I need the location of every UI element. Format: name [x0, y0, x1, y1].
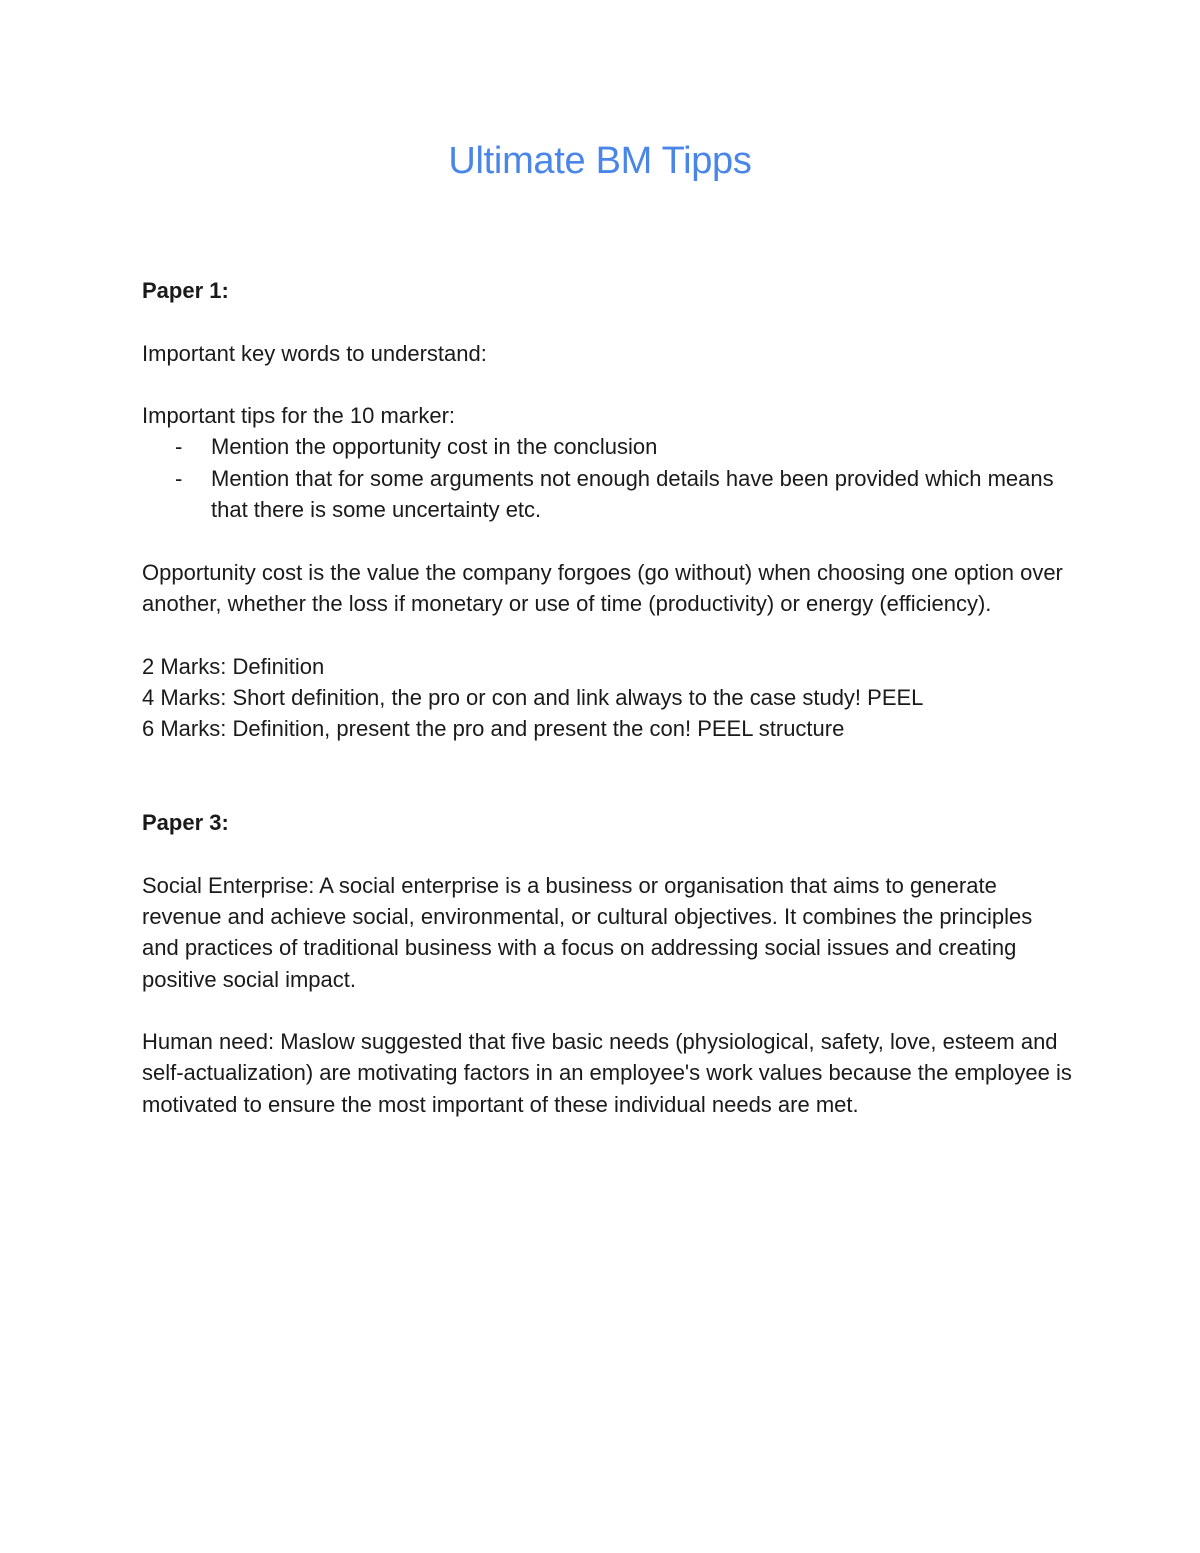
spacer: [142, 369, 1072, 400]
spacer: [142, 619, 1072, 650]
tips-intro-line: Important tips for the 10 marker:: [142, 403, 456, 429]
spacer: [142, 838, 1072, 869]
document-title: Ultimate BM Tipps: [448, 140, 752, 182]
dash-bullet-icon: -: [175, 465, 183, 491]
document-body: [142, 275, 1072, 1120]
dash-bullet-icon: -: [175, 434, 183, 460]
spacer: [142, 525, 1072, 556]
spacer: [142, 744, 1072, 807]
spacer: [142, 995, 1072, 1026]
list-item-text: Mention that for some arguments not enough details have been provided which means that there is some uncertainty etc.: [211, 465, 1054, 523]
tips-list: [142, 431, 1072, 525]
paper3-heading: Paper 3:: [142, 810, 229, 836]
marks-line: 4 Marks: Short definition, the pro or con and link always to the case study! PEEL: [142, 684, 924, 710]
social-enterprise-paragraph: Social Enterprise: A social enterprise is a business or organisation that aims to generate revenue and achieve social, environmental, or cultural objectives. It combines the principles and practices of traditional business with a focus on addressing social issues and creating positive social impact.: [142, 872, 1033, 992]
spacer: [142, 306, 1072, 337]
list-item-text: Mention the opportunity cost in the conclusion: [211, 434, 658, 460]
key-words-line: Important key words to understand:: [142, 340, 487, 366]
marks-line: 6 Marks: Definition, present the pro and present the con! PEEL structure: [142, 716, 845, 742]
list-item: [142, 463, 1072, 526]
marks-line: 2 Marks: Definition: [142, 653, 325, 679]
opportunity-cost-paragraph: Opportunity cost is the value the company forgoes (go without) when choosing one option over another, whether the loss if monetary or use of time (productivity) or energy (efficiency).: [142, 559, 1063, 616]
human-need-paragraph: Human need: Maslow suggested that five basic needs (physiological, safety, love, esteem and self-actualization) are motivating factors in an employee's work values because the employee is motivated to ensure the most important of these individual needs are met.: [142, 1029, 1072, 1117]
paper1-heading: Paper 1:: [142, 278, 229, 303]
list-item: [142, 431, 1072, 462]
